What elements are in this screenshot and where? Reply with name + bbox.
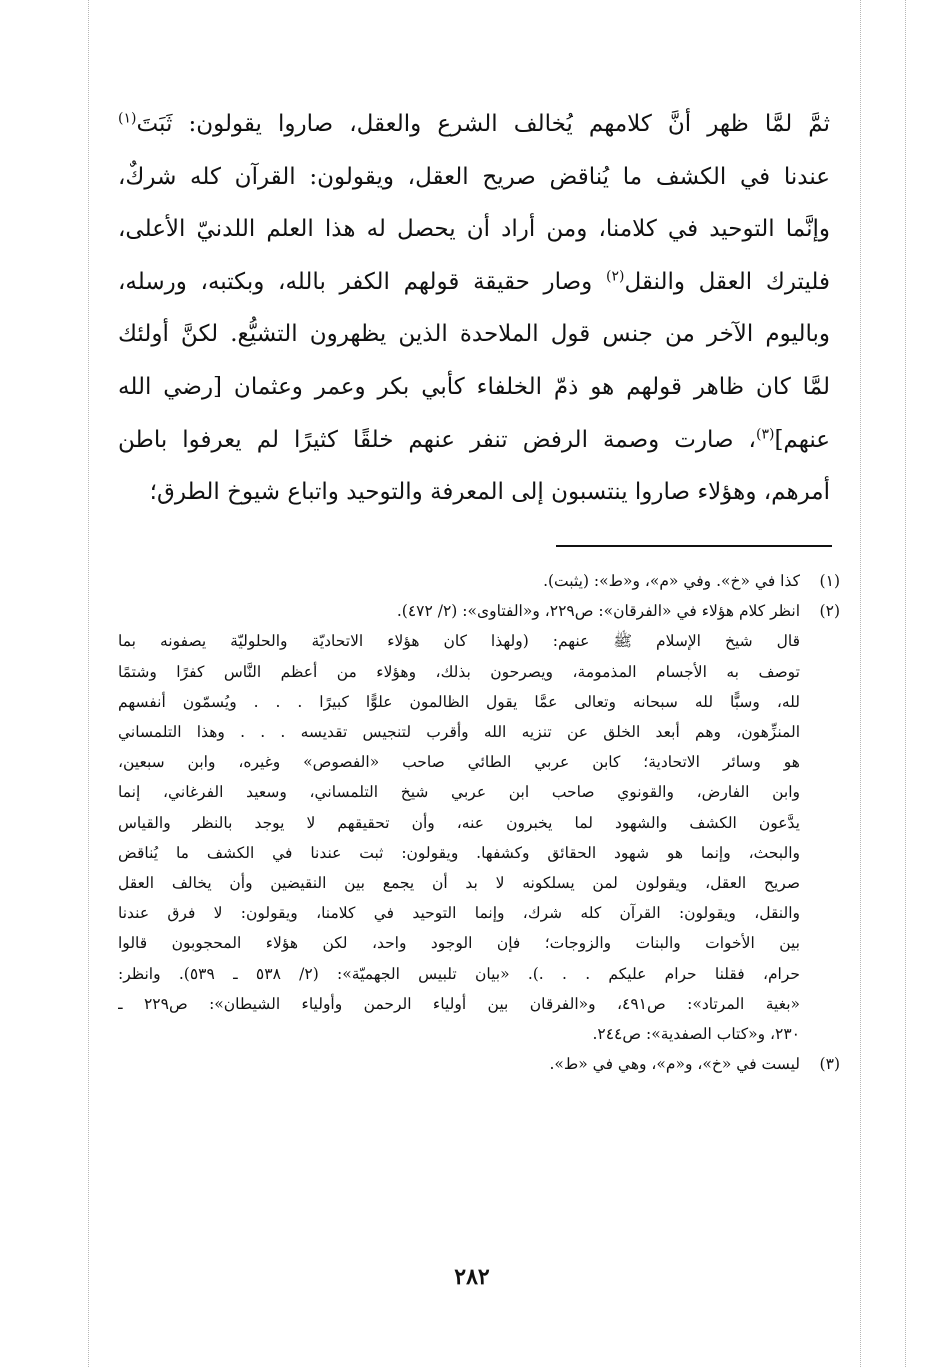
body-line-6: لمَّا كان ظاهر قولهم هو ذمّ الخلفاء كأبي بكر وعمر وعثمان [رضي الله: [118, 373, 830, 400]
footnote-3: [118, 1049, 840, 1079]
footnote-2: [118, 596, 840, 626]
quote-line: يدَّعون الكشف والشهود لما يخبرون عنه، وأن تحقيقهم لا يوجد بالنظر والقياس: [118, 813, 800, 832]
quote-line: بين الأخوات والبنات والزوجات؛ فإن الوجود واحد، لكن هؤلاء المحجوبون قالوا: [118, 934, 800, 953]
quote-line: المنزِّهون، وهم أبعد الخلق عن تنزيه الله وأقرب لتنجيس تقديسه . . . وهذا التلمساني: [118, 723, 800, 742]
footnote-text: كذا في «خ». وفي «م»، و«ط»: (يثبت).: [543, 572, 800, 590]
quote-line: «بغية المرتاد»: ص٤٩١، و«الفرقان بين أولياء الرحمن وأولياء الشيطان»: ص٢٢٩ ـ: [118, 994, 800, 1013]
footnote-number: (٣): [819, 1055, 840, 1074]
quote-line: حرام، فقلنا حرام عليكم . . .). «بيان تلبيس الجهميّة»: (٢/ ٥٣٨ ـ ٥٣٩). وانظر:: [118, 964, 800, 983]
footnotes: [118, 566, 840, 1079]
quote-line: وابن الفارض، والقونوي صاحب ابن عربي شيخ التلمساني، وسعيد الفرغاني، إنما: [118, 783, 800, 802]
footnote-text: انظر كلام هؤلاء في «الفرقان»: ص٢٢٩، و«الفتاوى»: (٢/ ٤٧٢).: [396, 602, 800, 621]
quote-line: لله، وسبًّا لله سبحانه وتعالى عمَّا يقول الظالمون علوًّا كبيرًا . . . ويُسمّون أنفسهم: [118, 692, 800, 711]
body-line-3: وإنَّما التوحيد في كلامنا، ومن أراد أن يحصل له هذا العلم اللدنيّ الأعلى،: [118, 216, 830, 243]
quote-line: توصف به الأجسام المذمومة، ويصرحون بذلك، وهؤلاء من أعظم النَّاس كفرًا وشتمًا: [118, 662, 800, 681]
page-number: ٢٨٢: [454, 1264, 490, 1290]
footnote-ref-2[interactable]: (٢): [605, 268, 625, 285]
quote-line: والنقل، ويقولون: القرآن كله شرك، وإنما التوحيد في كلامنا، ويقولون: لا فرق عندنا: [118, 904, 800, 923]
scan-guide-right-inner: [860, 0, 861, 1367]
footnote-ref-3[interactable]: (٣): [755, 425, 775, 442]
footnote-1: [118, 566, 840, 596]
quote-line: والبحث، وإنما هو شهود الحقائق وكشفها. ويقولون: ثبت عندنا في الكشف ما يُناقض: [118, 843, 800, 862]
body-line-4: فليترك العقل والنقل$^{(٢)}$ وصار حقيقة قولهم الكفر بالله، وبكتبه، ورسله،: [118, 268, 830, 295]
footnote-ref-1[interactable]: (١): [118, 110, 137, 127]
quote-line: صريح العقل، ويقولون لمن يسلكونه لا بد أن يجمع بين النقيضين وأن يخالف العقل: [118, 874, 800, 893]
quote-line: هو وسائر الاتحادية؛ كابن عربي الطائي صاحب «الفصوص» وغيره، وابن سبعين،: [118, 753, 800, 772]
quote-line: قال شيخ الإسلام ﷺ عنهم: (ولهذا كان هؤلاء الاتحاديّة والحلوليّة يصفونه بما: [118, 632, 800, 651]
body-line-7: عنهم]$^{(٣)}$، صارت وصمة الرفض تنفر عنهم خلقًا كثيرًا لم يعرفوا باطن: [118, 425, 830, 453]
main-body-text: [118, 98, 830, 519]
footnote-number: (١): [819, 572, 840, 590]
body-line-2: عندنا في الكشف ما يُناقض صريح العقل، ويقولون: القرآن كله شركٌ،: [118, 163, 830, 190]
footnote-separator: [556, 545, 832, 547]
scan-guide-left: [88, 0, 89, 1367]
quote-line: ٢٣٠، و«كتاب الصفدية»: ص٢٤٤.: [592, 1025, 800, 1044]
footnote-text: ليست في «خ»، و«م»، وهي في «ط».: [549, 1055, 800, 1074]
body-line-5: وباليوم الآخر من جنس قول الملاحدة الذين يظهرون التشيُّع. لكنَّ أولئك: [118, 321, 830, 348]
footnote-2-quote: [118, 626, 840, 1049]
scan-guide-right-outer: [905, 0, 906, 1367]
footnote-number: (٢): [819, 602, 840, 621]
body-line-1: ثمَّ لمَّا ظهر أنَّ كلامهم يُخالف الشرع والعقل، صاروا يقولون: ثَبَتَ$^{(١)}$: [118, 110, 830, 137]
body-line-8: أمرهم، وهؤلاء صاروا ينتسبون إلى المعرفة والتوحيد واتباع شيوخ الطرق؛: [149, 479, 830, 506]
